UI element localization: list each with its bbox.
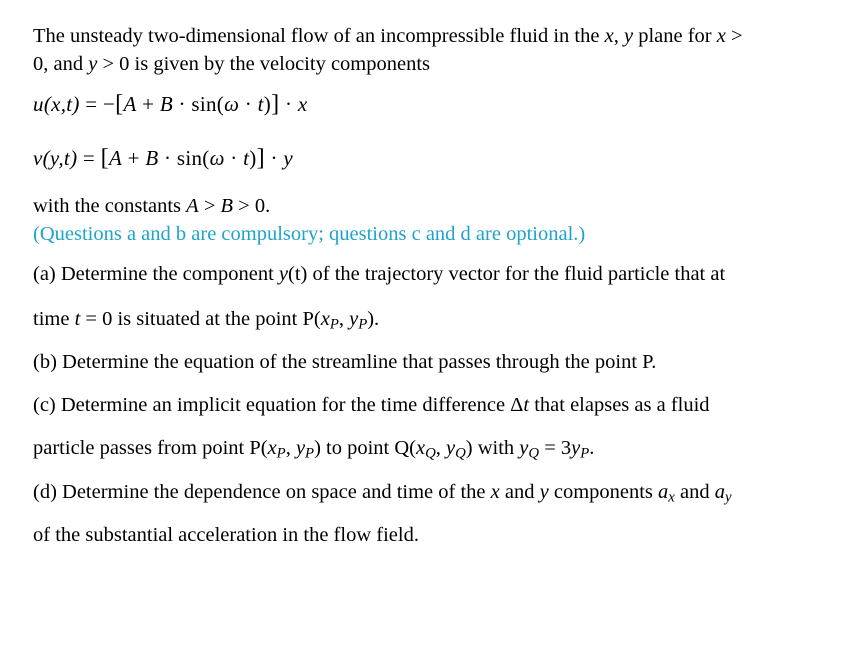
subscript: P (358, 316, 368, 333)
bracket-right: ] (256, 144, 265, 171)
var-y: y (283, 146, 293, 170)
text: (a) Determine the component (33, 263, 279, 285)
text: , (435, 437, 446, 459)
question-a-line-1 (33, 264, 725, 285)
paren: ) (249, 146, 257, 170)
const-A: A (108, 146, 123, 170)
text: = 3 (539, 437, 572, 459)
text: > (725, 25, 743, 47)
subscript: Q (425, 445, 436, 462)
var-a: a (658, 481, 669, 503)
text: of the trajectory vector for the fluid particle that at (307, 263, 726, 285)
sin: · sin( (158, 146, 210, 170)
paren: ) (263, 92, 272, 116)
var-t: t (243, 146, 250, 170)
var-y: y (295, 437, 306, 459)
sin: · sin( (172, 92, 225, 116)
var-x: x (490, 481, 500, 503)
text: and (674, 481, 715, 503)
question-d-line-1 (33, 482, 732, 505)
text: particle passes from point P( (33, 437, 268, 459)
question-d-line-2: of the substantial acceleration in the flow field. (33, 524, 419, 546)
text: plane for (633, 25, 717, 47)
var-x: x (415, 437, 426, 459)
text: (c) Determine an implicit equation for the time difference Δ (33, 394, 524, 416)
args: (x,t) (43, 92, 80, 116)
question-b: (b) Determine the equation of the streamline that passes through the point P. (33, 351, 657, 373)
const-B: B (159, 92, 173, 116)
subscript: x (668, 489, 675, 506)
text: (t) (288, 263, 308, 285)
const-A: A (123, 92, 137, 116)
bracket-left: [ (100, 144, 109, 171)
text: that elapses as a fluid (529, 394, 710, 416)
const-B: B (145, 146, 159, 170)
var-x: x (320, 308, 330, 330)
var-t: t (523, 394, 530, 416)
equation-v (33, 146, 293, 170)
bracket-left: [ (115, 90, 124, 117)
subscript: P (276, 445, 286, 462)
equation-u (33, 92, 307, 116)
equals: = (77, 146, 101, 170)
text: The unsteady two-dimensional flow of an incompressible fluid in the (33, 25, 605, 47)
text: > 0. (233, 195, 271, 217)
bracket-right: ] (271, 90, 280, 117)
text: ). (367, 308, 380, 330)
subscript: P (305, 445, 315, 462)
dot: · (279, 92, 298, 116)
question-a-line-2 (33, 309, 379, 332)
var-x: x (716, 25, 726, 47)
text: time (33, 308, 75, 330)
text: ) with (465, 437, 520, 459)
equals: = − (79, 92, 116, 116)
omega: ω (224, 92, 240, 116)
var-y: y (539, 481, 549, 503)
func-v: v (33, 146, 43, 170)
constants-line (33, 196, 270, 217)
text: , (285, 437, 296, 459)
var-y: y (519, 437, 529, 459)
plus: + (136, 92, 160, 116)
question-c-line-2 (33, 438, 594, 461)
subscript: Q (528, 445, 540, 462)
var-y: y (571, 437, 581, 459)
compulsory-note: (Questions a and b are compulsory; questions c and d are optional.) (33, 223, 586, 245)
intro-line-2 (33, 54, 430, 75)
text: ) to point Q( (314, 437, 416, 459)
var-y: y (623, 25, 634, 47)
text: with the constants (33, 195, 187, 217)
var-y: y (88, 53, 98, 75)
func-u: u (33, 92, 44, 116)
dot: · (264, 146, 284, 170)
var-x: x (267, 437, 277, 459)
var-x: x (297, 92, 308, 116)
subscript: y (724, 489, 732, 506)
text: components (548, 481, 659, 503)
omega: ω (209, 146, 225, 170)
text: (d) Determine the dependence on space and time of the (33, 481, 491, 503)
text: > 0 is given by the velocity components (97, 53, 431, 75)
dot: · (224, 146, 244, 170)
text: and (499, 481, 540, 503)
question-c-line-1 (33, 395, 710, 416)
text: . (589, 437, 595, 459)
plus: + (122, 146, 146, 170)
var-a: a (714, 481, 725, 503)
subscript: P (580, 445, 590, 462)
const-A: A (186, 195, 199, 217)
subscript: Q (455, 445, 466, 462)
var-y: y (278, 263, 289, 285)
var-x: x (604, 25, 614, 47)
text: > (198, 195, 221, 217)
args: (y,t) (42, 146, 78, 170)
var-t: t (257, 92, 264, 116)
text: , (613, 25, 624, 47)
dot: · (239, 92, 258, 116)
text: , (338, 308, 350, 330)
text: = 0 is situated at the point P( (80, 308, 321, 330)
const-B: B (220, 195, 234, 217)
text: 0, and (33, 53, 89, 75)
subscript: P (329, 316, 339, 333)
intro-line-1 (33, 26, 743, 47)
var-t: t (74, 308, 81, 330)
var-y: y (446, 437, 456, 459)
var-y: y (349, 308, 359, 330)
